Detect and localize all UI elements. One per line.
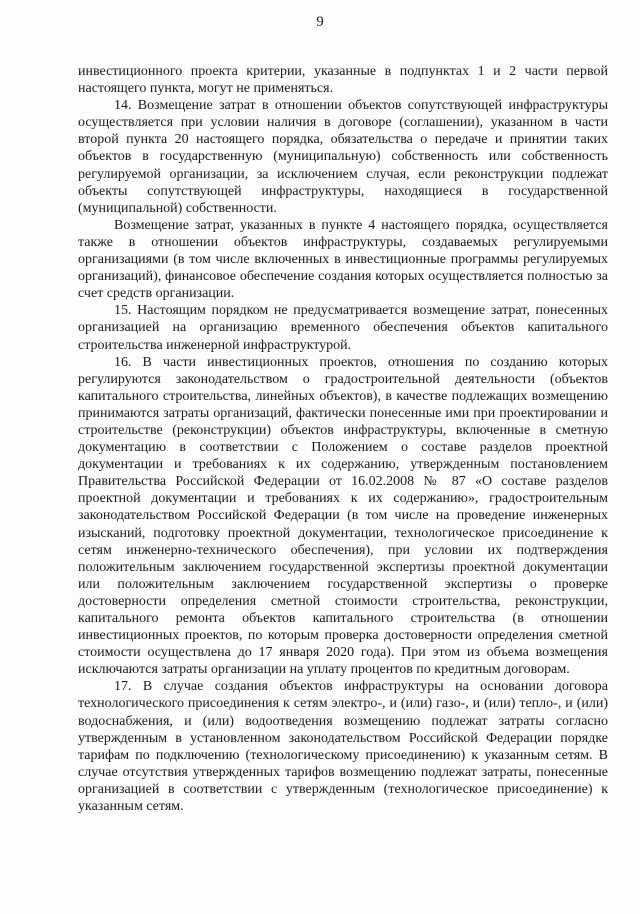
paragraph-16: 16. В части инвестиционных проектов, отношения по созданию которых регулируются законодательством о градостроительной деятельности (объектов капитального строительства, линейных объектов), в качестве подлежащих возмещению принимаются затраты организаций, фактически понесенные ими при проектировании и строительстве (реконструкции) объектов инфраструктуры, включенные в сметную документацию в соответствии с Положением о составе разделов проектной документации и требованиях к их содержанию, утвержденным постановлением Правительства Российской Федерации от 16.02.2008 № 87 «О составе разделов проектной документации и требованиях к их содержанию», градостроительным законодательством Российской Федерации (в том числе на проведение инженерных изысканий, подготовку проектной документации, технологическое присоединение к сетям инженерно-технического обеспечения), при условии их подтверждения положительным заключением государственной экспертизы проектной документации или положительным заключением государственной экспертизы о проверке достоверности определения сметной стоимости строительства, реконструкции, капитального ремонта объектов капитального строительства (в отношении инвестиционных проектов, по которым проверка достоверности определения сметной стоимости осуществлена до 17 января 2020 года). При этом из объема возмещения исключаются затраты организации на уплату процентов по кредитным договорам. bbox=[78, 354, 608, 678]
paragraph-15: 15. Настоящим порядком не предусматривается возмещение затрат, понесенных организацией на организацию временного обеспечения объектов капитального строительства инженерной инфраструктурой. bbox=[78, 303, 608, 353]
page-number: 9 bbox=[316, 14, 324, 30]
paragraph-14: 14. Возмещение затрат в отношении объектов сопутствующей инфраструктуры осуществляется при условии наличия в договоре (соглашении), указанном в части второй пункта 20 настоящего порядка, обязательства о передаче и принятии таких объектов в государственную (муниципальную) собственность или собственность регулируемой организации, за исключением случая, если реконструкции подлежат объекты сопутствующей инфраструктуры, находящиеся в государственной (муниципальной) собственности. bbox=[78, 98, 608, 216]
paragraph-17: 17. В случае создания объектов инфраструктуры на основании договора технологического присоединения к сетям электро-, и (или) газо-, и (или) тепло-, и (или) водоснабжения, и (или) водоотведения возмещению подлежат затраты согласно утвержденным в установленном законодательством Российской Федерации порядке тарифам по подключению (технологическому присоединению) к указанным сетям. В случае отсутствия утвержденных тарифов возмещению подлежат затраты, понесенные организацией в соответствии с утвержденным (технологическое присоединение) к указанным сетям. bbox=[78, 679, 608, 815]
paragraph-continuation: инвестиционного проекта критерии, указанные в подпунктах 1 и 2 части первой настоящего пункта, могут не применяться. bbox=[78, 64, 608, 97]
document-body bbox=[78, 63, 608, 815]
paragraph-14-continued: Возмещение затрат, указанных в пункте 4 настоящего порядка, осуществляется также в отношении объектов инфраструктуры, создаваемых регулируемыми организациями (в том числе включенных в инвестиционные программы регулируемых организаций), финансовое обеспечение создания которых осуществляется полностью за счет средств организации. bbox=[78, 217, 608, 302]
